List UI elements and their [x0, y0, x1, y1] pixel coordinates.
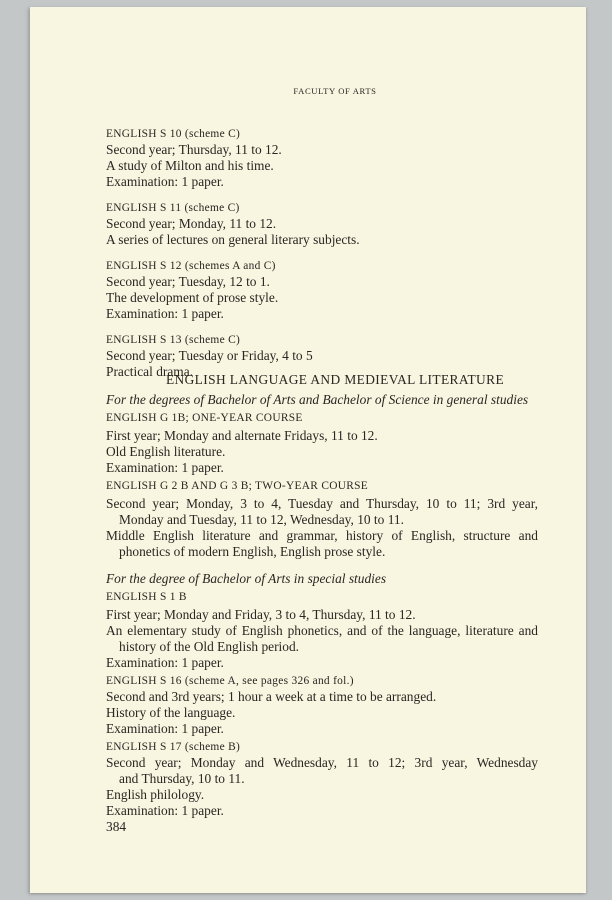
course-line: English philology. [106, 787, 205, 802]
course-line: history of the Old English period. [119, 639, 300, 654]
course-line: Middle English literature and grammar, history of English, structure and [106, 528, 538, 543]
course-code: ENGLISH S 17 (scheme B) [106, 741, 241, 753]
course-code: ENGLISH S 16 (scheme A, see pages 326 and fol.) [106, 675, 354, 687]
course-code: ENGLISH S 11 (scheme C) [106, 202, 240, 214]
course-line: Practical drama. [106, 364, 193, 379]
course-code: ENGLISH G 1B; ONE-YEAR COURSE [106, 412, 303, 424]
section-title: ENGLISH LANGUAGE AND MEDIEVAL LITERATURE [165, 372, 505, 387]
section-subtitle-special: For the degree of Bachelor of Arts in special studies [106, 571, 387, 586]
course-code: ENGLISH S 1 B [106, 591, 187, 603]
running-head: FACULTY OF ARTS [293, 86, 377, 96]
course-line: Second year; Monday, 11 to 12. [106, 216, 277, 231]
course-line: Second year; Monday and Wednesday, 11 to 12; 3rd year, Wednesday [106, 755, 538, 770]
course-line: An elementary study of English phonetics, and of the language, literature and [106, 623, 538, 638]
page-number: 384 [106, 819, 127, 834]
course-line: Second year; Tuesday, 12 to 1. [106, 274, 270, 289]
section-subtitle-general: For the degrees of Bachelor of Arts and Bachelor of Science in general studies [106, 392, 529, 407]
course-line: Examination: 1 paper. [106, 460, 224, 475]
course-line: First year; Monday and alternate Fridays, 11 to 12. [106, 428, 378, 443]
course-line: Second year; Tuesday or Friday, 4 to 5 [106, 348, 313, 363]
course-line: Examination: 1 paper. [106, 803, 224, 818]
course-line: Second year; Monday, 3 to 4, Tuesday and Thursday, 10 to 11; 3rd year, [106, 496, 538, 511]
course-line: Examination: 1 paper. [106, 655, 224, 670]
course-line: phonetics of modern English, English prose style. [119, 544, 386, 559]
course-line: A series of lectures on general literary subjects. [106, 232, 360, 247]
course-line: Second and 3rd years; 1 hour a week at a time to be arranged. [106, 689, 437, 704]
course-code: ENGLISH S 13 (scheme C) [106, 334, 241, 346]
course-line: Monday and Tuesday, 11 to 12, Wednesday, 10 to 11. [119, 512, 404, 527]
course-line: and Thursday, 10 to 11. [119, 771, 245, 786]
course-line: Second year; Thursday, 11 to 12. [106, 142, 282, 157]
document-page [30, 7, 586, 893]
course-code: ENGLISH S 10 (scheme C) [106, 128, 241, 140]
course-line: First year; Monday and Friday, 3 to 4, Thursday, 11 to 12. [106, 607, 416, 622]
course-line: History of the language. [106, 705, 236, 720]
course-line: The development of prose style. [106, 290, 279, 305]
course-line: Old English literature. [106, 444, 226, 459]
course-code: ENGLISH S 12 (schemes A and C) [106, 260, 276, 272]
course-line: Examination: 1 paper. [106, 306, 224, 321]
course-line: A study of Milton and his time. [106, 158, 274, 173]
course-line: Examination: 1 paper. [106, 174, 224, 189]
course-code: ENGLISH G 2 B AND G 3 B; TWO-YEAR COURSE [106, 480, 369, 492]
course-line: Examination: 1 paper. [106, 721, 224, 736]
